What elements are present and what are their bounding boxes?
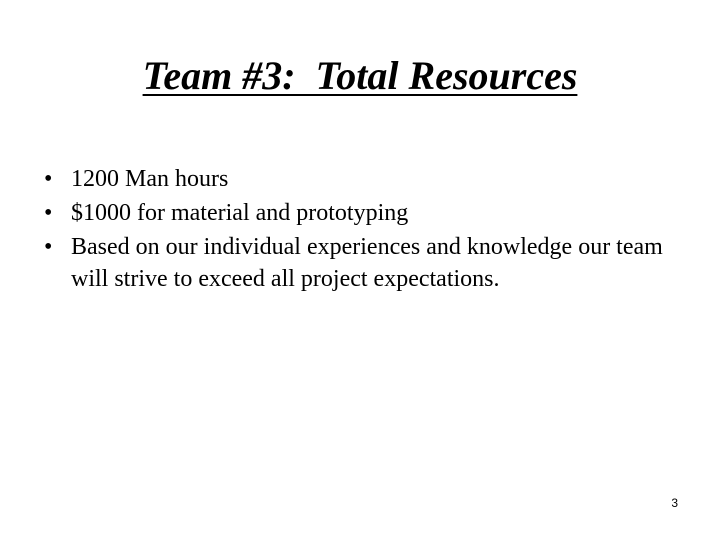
bullet-text: $1000 for material and prototyping <box>71 200 409 226</box>
bullet-item <box>44 197 694 229</box>
slide-title: Team #3: Total Resources <box>142 53 578 98</box>
bullet-item <box>44 163 694 195</box>
bullet-list <box>44 163 694 297</box>
bullet-dot-icon: • <box>44 234 53 260</box>
bullet-item <box>44 231 694 295</box>
bullet-text: Based on our individual experiences and knowledge our team will strive to exceed all project expectations. <box>71 234 663 292</box>
bullet-text: 1200 Man hours <box>71 166 229 192</box>
bullet-dot-icon: • <box>44 166 53 192</box>
bullet-dot-icon: • <box>44 200 53 226</box>
page-number: 3 <box>671 496 678 510</box>
